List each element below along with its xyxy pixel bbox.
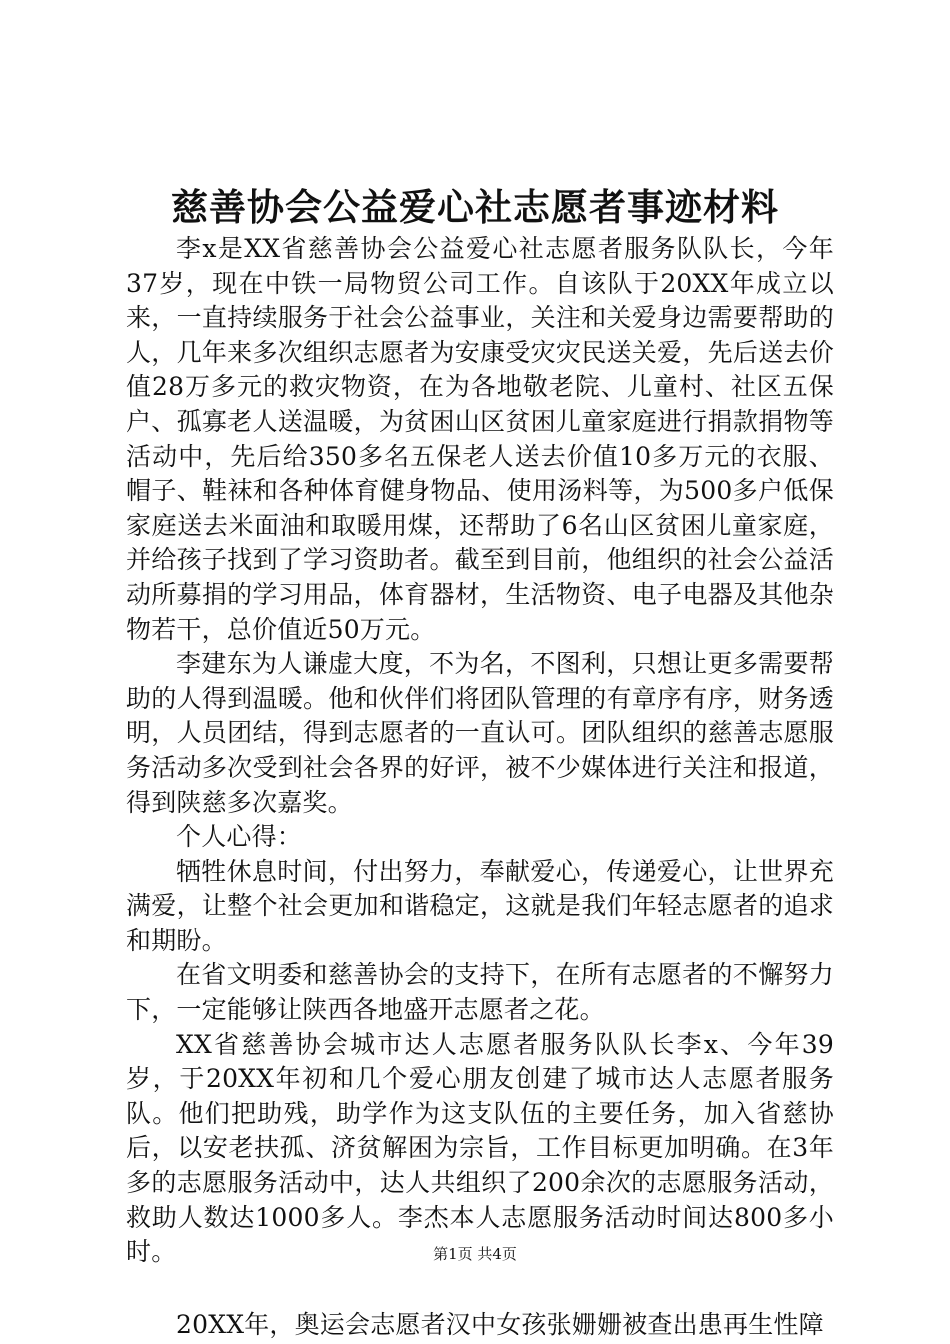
paragraph-volunteer-team-profile: 李x是XX省慈善协会公益爱心社志愿者服务队队长，今年37岁，现在中铁一局物贸公司工作。自该队于20XX年成立以来，一直持续服务于社会公益事业，关注和关爱身边需要帮助的人，几年来多次组织志愿者为安康受灾灾民送关爱，先后送去价值28万多元的救灾物资，在为各地敬老院、儿童村、社区五保户、孤寡老人送温暖，为贫困山区贫困儿童家庭进行捐款捐物等活动中，先后给350多名五保老人送去价值10多万元的衣服、帽子、鞋袜和各种体育健身物品、使用汤料等，为500多户低保家庭送去米面油和取暖用煤，还帮助了6名山区贫困儿童家庭，并给孩子找到了学习资助者。截至到目前，他组织的社会公益活动所募捐的学习用品，体育器材，生活物资、电子电器及其他杂物若干，总价值近50万元。: [126, 234, 834, 644]
paragraph-team-leader-character: 李建东为人谦虚大度，不为名，不图利，只想让更多需要帮助的人得到温暖。他和伙伴们将团队管理的有章序有序，财务透明，人员团结，得到志愿者的一直认可。团队组织的慈善志愿服务活动多次受到社会各界的好评，被不少媒体进行关注和报道，得到陕慈多次嘉奖。: [126, 649, 834, 817]
paragraph-personal-reflection: 牺牲休息时间，付出努力，奉献爱心，传递爱心，让世界充满爱，让整个社会更加和谐稳定，这就是我们年轻志愿者的追求和期盼。: [126, 856, 834, 955]
paragraph-personal-reflection-heading: 个人心得：: [176, 822, 303, 852]
page-number: 第1页 共4页: [433, 1245, 517, 1263]
paragraph-spacer: [126, 1270, 834, 1308]
paragraph-olympic-volunteer: 20XX年，奥运会志愿者汉中女孩张姗姗被查出患再生性障: [176, 1309, 824, 1339]
document-body: [126, 232, 834, 1342]
paragraph-city-talent-team: XX省慈善协会城市达人志愿者服务队队长李x、今年39岁，于20XX年初和几个爱心朋友创建了城市达人志愿者服务队。他们把助残，助学作为这支队伍的主要任务，加入省慈协后，以安老扶孤、济贫解困为宗旨，工作目标更加明确。在3年多的志愿服务活动中，达人共组织了200余次的志愿服务活动，救助人数达1000多人。李杰本人志愿服务活动时间达800多小时。: [126, 1029, 834, 1267]
paragraph-support-statement: 在省文明委和慈善协会的支持下，在所有志愿者的不懈努力下，一定能够让陕西各地盛开志愿者之花。: [126, 960, 834, 1025]
document-title: 慈善协会公益爱心社志愿者事迹材料: [171, 185, 779, 229]
